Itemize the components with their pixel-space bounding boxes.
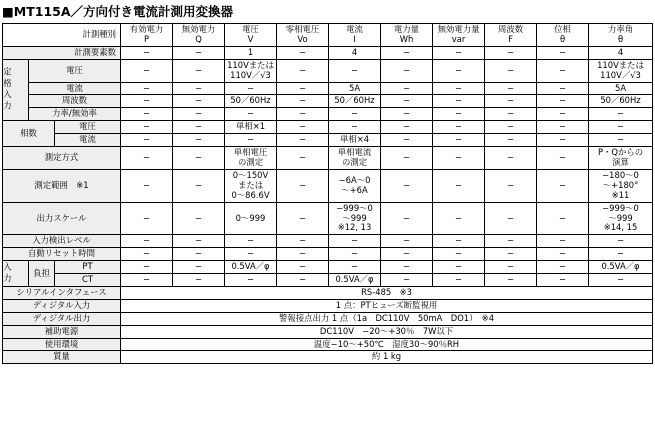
cell: − <box>121 59 173 82</box>
table-row <box>3 121 653 134</box>
cell: − <box>121 46 173 59</box>
cell: 1 <box>225 46 277 59</box>
row-label: 補助電源 <box>3 325 121 338</box>
cell: − <box>277 169 329 202</box>
cell: − <box>589 235 653 248</box>
cell: − <box>277 121 329 134</box>
cell: − <box>485 261 537 274</box>
column-header-6: 無効電力量 var <box>433 24 485 47</box>
cell: − <box>121 134 173 147</box>
cell: − <box>173 59 225 82</box>
cell: − <box>433 95 485 108</box>
cell: − <box>433 248 485 261</box>
specification-table <box>2 23 653 364</box>
cell: − <box>121 202 173 235</box>
cell: − <box>537 261 589 274</box>
cell: − <box>121 261 173 274</box>
cell: − <box>537 235 589 248</box>
row-label: 測定方式 <box>3 147 121 170</box>
cell: − <box>225 108 277 121</box>
cell: − <box>589 108 653 121</box>
cell: − <box>433 108 485 121</box>
row-label: 入力検出レベル <box>3 235 121 248</box>
cell: −180〜0 〜+180° ※11 <box>589 169 653 202</box>
table-row <box>3 202 653 235</box>
row-label: ディジタル出力 <box>3 312 121 325</box>
cell: − <box>589 134 653 147</box>
row-label: 電流 <box>29 82 121 95</box>
row-label: 電流 <box>55 134 121 147</box>
group-label-input-burden: 入力 <box>3 261 29 287</box>
cell: − <box>433 169 485 202</box>
cell: 温度−10〜+50℃ 湿度30〜90％RH <box>121 338 653 351</box>
cell: − <box>485 134 537 147</box>
cell: − <box>121 108 173 121</box>
cell: − <box>173 121 225 134</box>
cell: − <box>173 95 225 108</box>
column-header-4: 電流 I <box>329 24 381 47</box>
cell: − <box>173 235 225 248</box>
cell: − <box>329 248 381 261</box>
cell: − <box>433 235 485 248</box>
group-label-burden: 負担 <box>29 261 55 287</box>
cell: − <box>381 261 433 274</box>
cell: − <box>173 248 225 261</box>
cell: − <box>537 95 589 108</box>
table-row <box>3 147 653 170</box>
row-label: PT <box>55 261 121 274</box>
cell: − <box>277 59 329 82</box>
cell: −999〜0 〜999 ※14, 15 <box>589 202 653 235</box>
cell: 0.5VA／φ <box>329 274 381 287</box>
cell: − <box>485 121 537 134</box>
cell: − <box>537 46 589 59</box>
table-row <box>3 235 653 248</box>
cell: − <box>173 169 225 202</box>
cell: − <box>381 121 433 134</box>
cell: − <box>381 169 433 202</box>
cell: − <box>173 274 225 287</box>
row-label: 質量 <box>3 351 121 364</box>
cell: − <box>277 108 329 121</box>
cell: − <box>277 261 329 274</box>
column-header-3: 零相電圧 Vo <box>277 24 329 47</box>
cell: − <box>485 108 537 121</box>
table-row <box>3 46 653 59</box>
cell: − <box>225 134 277 147</box>
cell: − <box>485 248 537 261</box>
cell: − <box>381 95 433 108</box>
cell: − <box>329 59 381 82</box>
cell: − <box>225 235 277 248</box>
cell: − <box>433 82 485 95</box>
row-label: ディジタル入力 <box>3 299 121 312</box>
table-row <box>3 338 653 351</box>
page-title: ■MT115A／方向付き電流計測用変換器 <box>2 4 234 19</box>
cell: − <box>433 121 485 134</box>
column-header-1: 無効電力 Q <box>173 24 225 47</box>
cell: − <box>173 202 225 235</box>
row-label: 計測要素数 <box>3 46 121 59</box>
cell: − <box>173 82 225 95</box>
cell: 0.5VA／φ <box>225 261 277 274</box>
cell: 1 点：PTヒューズ断監視用 <box>121 299 653 312</box>
cell: − <box>485 95 537 108</box>
cell: 約 1 kg <box>121 351 653 364</box>
cell: − <box>277 95 329 108</box>
cell: − <box>277 82 329 95</box>
cell: − <box>121 147 173 170</box>
cell: − <box>173 261 225 274</box>
cell: − <box>381 46 433 59</box>
table-row <box>3 325 653 338</box>
cell: − <box>381 235 433 248</box>
cell: − <box>121 169 173 202</box>
cell: − <box>485 59 537 82</box>
cell: 50／60Hz <box>589 95 653 108</box>
column-header-7: 周波数 F <box>485 24 537 47</box>
table-row <box>3 248 653 261</box>
cell: 4 <box>589 46 653 59</box>
cell: 0〜150V または 0〜86.6V <box>225 169 277 202</box>
table-row <box>3 169 653 202</box>
cell: − <box>121 235 173 248</box>
column-header-2: 電圧 V <box>225 24 277 47</box>
cell: − <box>485 46 537 59</box>
cell: − <box>381 248 433 261</box>
row-label: 自動リセット時間 <box>3 248 121 261</box>
group-label-phase-count: 相数 <box>3 121 55 147</box>
cell: − <box>277 134 329 147</box>
cell: − <box>225 274 277 287</box>
row-label: 出力スケール <box>3 202 121 235</box>
cell: − <box>277 46 329 59</box>
cell: − <box>433 261 485 274</box>
cell: − <box>225 82 277 95</box>
table-row <box>3 299 653 312</box>
cell: − <box>537 274 589 287</box>
group-label-rated-input: 定格入力 <box>3 59 29 121</box>
cell: − <box>433 147 485 170</box>
cell: − <box>121 274 173 287</box>
cell: − <box>537 134 589 147</box>
cell: − <box>381 82 433 95</box>
cell: − <box>433 202 485 235</box>
row-label: 電圧 <box>29 59 121 82</box>
row-label: 周波数 <box>29 95 121 108</box>
cell: − <box>121 82 173 95</box>
cell: − <box>433 46 485 59</box>
cell: − <box>173 147 225 170</box>
cell: − <box>537 202 589 235</box>
cell: − <box>589 274 653 287</box>
cell: − <box>329 108 381 121</box>
cell: − <box>381 274 433 287</box>
cell: 0.5VA／φ <box>589 261 653 274</box>
cell: − <box>381 108 433 121</box>
cell: 単相×4 <box>329 134 381 147</box>
cell: − <box>173 46 225 59</box>
cell: 50／60Hz <box>225 95 277 108</box>
cell: −6A〜0 〜+6A <box>329 169 381 202</box>
table-header-row <box>3 24 653 47</box>
cell: P・Qからの 演算 <box>589 147 653 170</box>
cell: − <box>537 147 589 170</box>
cell: − <box>433 274 485 287</box>
row-label: 電圧 <box>55 121 121 134</box>
cell: − <box>381 59 433 82</box>
cell: − <box>329 235 381 248</box>
cell: − <box>381 147 433 170</box>
table-row <box>3 312 653 325</box>
table-row <box>3 134 653 147</box>
column-header-0: 有効電力 P <box>121 24 173 47</box>
cell: − <box>173 108 225 121</box>
row-label: 測定範囲 ※1 <box>3 169 121 202</box>
cell: − <box>277 235 329 248</box>
table-row <box>3 95 653 108</box>
cell: 単相×1 <box>225 121 277 134</box>
cell: − <box>485 82 537 95</box>
cell: − <box>121 121 173 134</box>
table-row <box>3 286 653 299</box>
cell: − <box>277 147 329 170</box>
cell: − <box>433 134 485 147</box>
cell: 0〜999 <box>225 202 277 235</box>
row-label: CT <box>55 274 121 287</box>
cell: − <box>485 169 537 202</box>
column-header-5: 電力量 Wh <box>381 24 433 47</box>
row-label: 使用環境 <box>3 338 121 351</box>
cell: 単相電流 の測定 <box>329 147 381 170</box>
cell: − <box>485 274 537 287</box>
cell: 110Vまたは 110V／√3 <box>225 59 277 82</box>
table-row <box>3 82 653 95</box>
cell: RS-485 ※3 <box>121 286 653 299</box>
cell: − <box>329 121 381 134</box>
cell: − <box>433 59 485 82</box>
cell: − <box>381 134 433 147</box>
cell: − <box>277 248 329 261</box>
cell: − <box>537 248 589 261</box>
cell: − <box>329 261 381 274</box>
cell: − <box>537 169 589 202</box>
cell: 110Vまたは 110V／√3 <box>589 59 653 82</box>
cell: − <box>485 202 537 235</box>
cell: 5A <box>589 82 653 95</box>
cell: 5A <box>329 82 381 95</box>
cell: − <box>485 235 537 248</box>
table-row <box>3 274 653 287</box>
cell: − <box>121 248 173 261</box>
cell: − <box>485 147 537 170</box>
table-row <box>3 108 653 121</box>
table-row <box>3 59 653 82</box>
row-label: シリアルインタフェース <box>3 286 121 299</box>
cell: 4 <box>329 46 381 59</box>
cell: − <box>589 248 653 261</box>
cell: − <box>537 82 589 95</box>
cell: − <box>121 95 173 108</box>
cell: − <box>277 274 329 287</box>
cell: −999〜0 〜999 ※12, 13 <box>329 202 381 235</box>
cell: − <box>225 248 277 261</box>
table-row <box>3 261 653 274</box>
cell: − <box>277 202 329 235</box>
table-row <box>3 351 653 364</box>
cell: DC110V −20〜+30％ 7W以下 <box>121 325 653 338</box>
cell: − <box>173 134 225 147</box>
header-corner: 計測種別 <box>3 24 121 47</box>
column-header-9: 力率角 θ <box>589 24 653 47</box>
cell: 50／60Hz <box>329 95 381 108</box>
cell: − <box>537 121 589 134</box>
cell: 警報接点出力 1 点（1a DC110V 50mA DO1） ※4 <box>121 312 653 325</box>
cell: − <box>589 121 653 134</box>
cell: − <box>537 59 589 82</box>
cell: − <box>381 202 433 235</box>
column-header-8: 位相 θ <box>537 24 589 47</box>
cell: 単相電圧 の測定 <box>225 147 277 170</box>
row-label: 力率/無効率 <box>29 108 121 121</box>
cell: − <box>537 108 589 121</box>
